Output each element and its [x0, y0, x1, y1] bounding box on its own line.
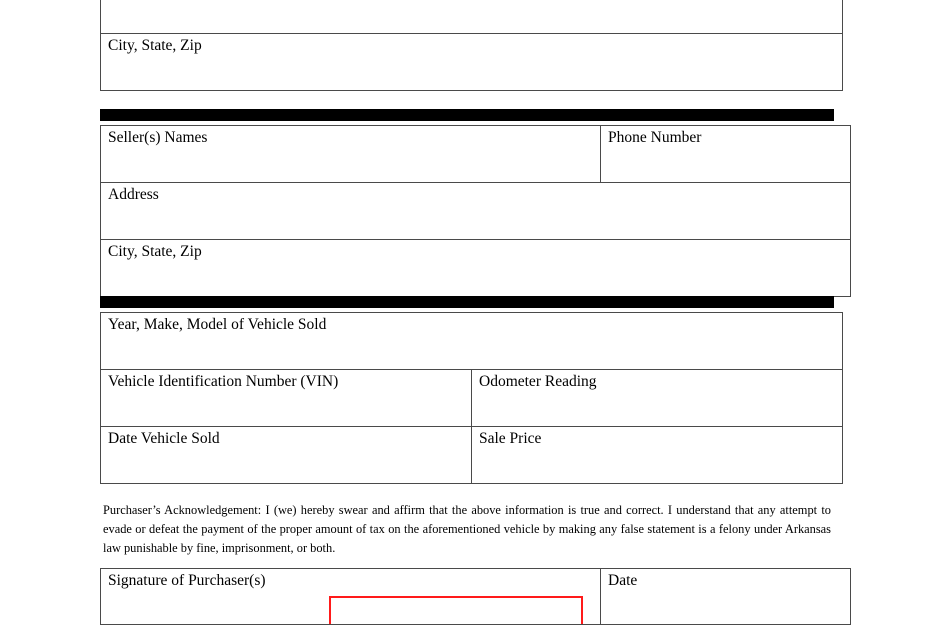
- signature-table: [100, 568, 851, 625]
- table-row: [101, 126, 851, 183]
- table-row: [101, 427, 843, 484]
- purchaser-acknowledgement-text: Purchaser’s Acknowledgement: I (we) hereby swear and affirm that the above information is true and correct. I understand that any attempt to evade or defeat the payment of the proper amount of tax on the aforementioned vehicle by making any false statement is a felony under Arkansas law punishable by fine, imprisonment, or both.: [103, 503, 831, 555]
- seller-names-label: Seller(s) Names: [108, 129, 208, 146]
- signature-of-purchaser-cell[interactable]: [101, 569, 601, 625]
- vehicle-vin-cell[interactable]: [101, 370, 472, 427]
- vehicle-date-sold-label: Date Vehicle Sold: [108, 430, 220, 447]
- seller-phone-cell[interactable]: [601, 126, 851, 183]
- seller-phone-label: Phone Number: [608, 129, 702, 146]
- seller-address-label: Address: [108, 186, 159, 203]
- table-row: [101, 34, 843, 91]
- table-row: [101, 0, 843, 34]
- vehicle-date-sold-cell[interactable]: [101, 427, 472, 484]
- seller-information-table: [100, 125, 851, 297]
- vehicle-odometer-label: Odometer Reading: [479, 373, 597, 390]
- signature-date-label: Date: [608, 572, 638, 589]
- table-row: [101, 240, 851, 297]
- purchaser-address-cell[interactable]: [101, 0, 843, 34]
- signature-of-purchaser-label: Signature of Purchaser(s): [108, 572, 266, 589]
- purchaser-city-state-zip-cell[interactable]: [101, 34, 843, 91]
- vehicle-vin-label: Vehicle Identification Number (VIN): [108, 373, 339, 390]
- seller-names-cell[interactable]: [101, 126, 601, 183]
- seller-address-cell[interactable]: [101, 183, 851, 240]
- table-row: [101, 370, 843, 427]
- vehicle-sale-price-label: Sale Price: [479, 430, 542, 447]
- section-separator-bar-vehicle: [100, 296, 834, 308]
- vehicle-information-table: [100, 312, 843, 484]
- table-row: [101, 569, 851, 625]
- table-row: [101, 313, 843, 370]
- vehicle-year-make-model-cell[interactable]: [101, 313, 843, 370]
- table-row: [101, 183, 851, 240]
- vehicle-odometer-cell[interactable]: [472, 370, 843, 427]
- purchaser-city-state-zip-label: City, State, Zip: [108, 37, 202, 54]
- seller-city-state-zip-label: City, State, Zip: [108, 243, 202, 260]
- vehicle-sale-price-cell[interactable]: [472, 427, 843, 484]
- signature-date-cell[interactable]: [601, 569, 851, 625]
- seller-city-state-zip-cell[interactable]: [101, 240, 851, 297]
- vehicle-year-make-model-label: Year, Make, Model of Vehicle Sold: [108, 316, 327, 333]
- purchaser-address-table: [100, 0, 843, 91]
- section-separator-bar-seller: [100, 109, 834, 121]
